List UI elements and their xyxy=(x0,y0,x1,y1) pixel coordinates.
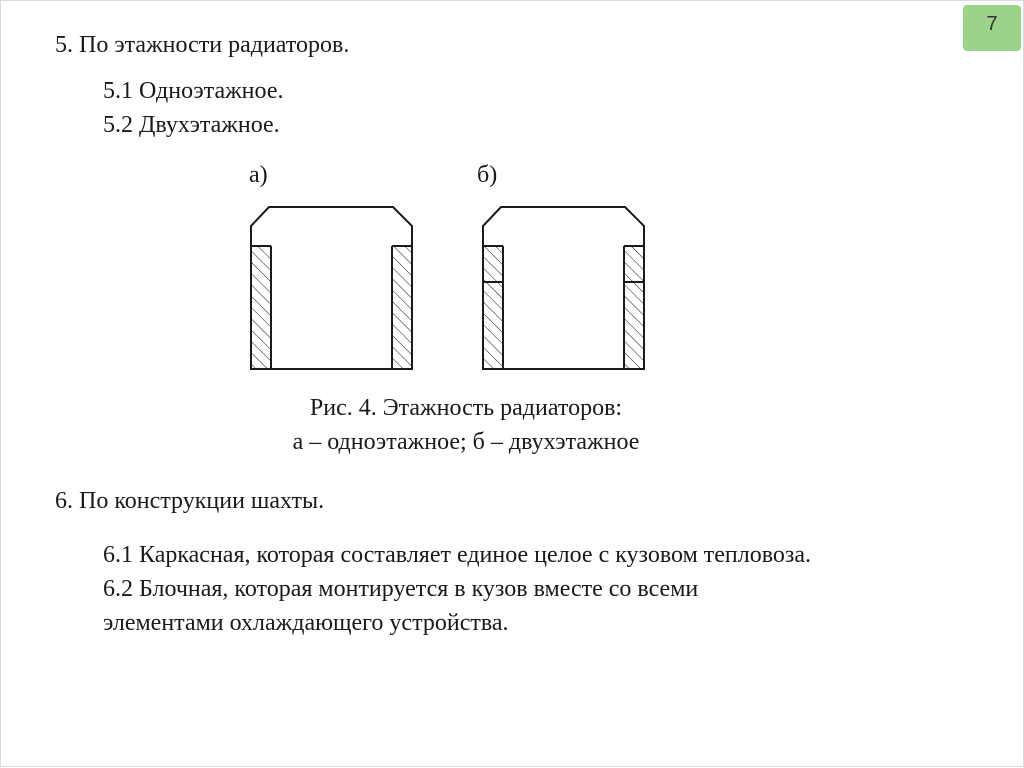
item-5-1: 5.1 Одноэтажное. xyxy=(103,78,284,104)
item-6-1: 6.1 Каркасная, которая составляет единое целое с кузовом тепловоза. xyxy=(103,542,812,568)
item-6-2-line-1: 6.2 Блочная, которая монтируется в кузов вместе со всеми xyxy=(103,576,699,602)
left-section-hatch xyxy=(252,247,270,368)
right-section-hatch xyxy=(393,247,411,368)
figure-caption-line-1: Рис. 4. Этажность радиаторов: xyxy=(309,395,623,421)
item-6-2-line-2: элементами охлаждающего устройства. xyxy=(103,610,509,636)
right-upper-section-hatch xyxy=(625,247,643,281)
radiator-figure xyxy=(1,1,1024,768)
figure-caption-line-2: а – одноэтажное; б – двухэтажное xyxy=(292,429,640,455)
right-lower-section-hatch xyxy=(625,283,643,368)
item-5-2: 5.2 Двухэтажное. xyxy=(103,112,280,138)
left-upper-section-hatch xyxy=(484,247,502,281)
section-5-heading: 5. По этажности радиаторов. xyxy=(55,32,350,58)
radiator-two-storey-drawing xyxy=(483,207,644,369)
page-number-badge: 7 xyxy=(963,5,1021,51)
section-6-heading: 6. По конструкции шахты. xyxy=(55,488,325,514)
figure-label-b: б) xyxy=(477,162,498,188)
figure-label-a: а) xyxy=(249,162,268,188)
radiator-single-storey-drawing xyxy=(251,207,412,369)
left-lower-section-hatch xyxy=(484,283,502,368)
